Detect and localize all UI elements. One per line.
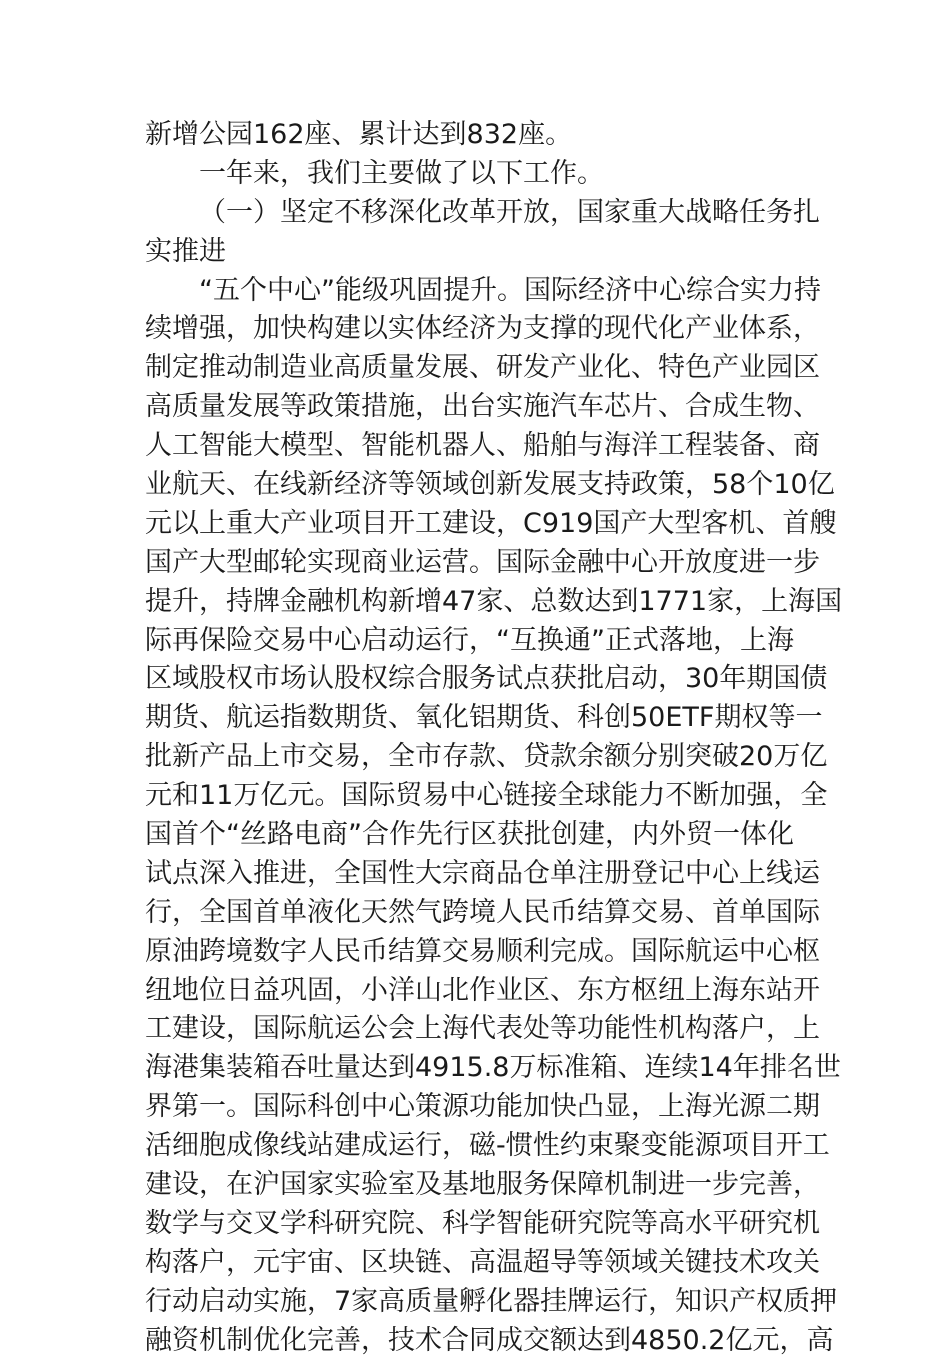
text-line: 高质量发展等政策措施，出台实施汽车芯片、合成生物、 <box>145 391 820 423</box>
text-line: 新增公园162座、累计达到832座。 <box>145 119 573 150</box>
text-line: 期货、航运指数期货、氧化铝期货、科创50ETF期权等一 <box>145 702 823 734</box>
text-line: 业航天、在线新经济等领域创新发展支持政策，58个10亿 <box>145 469 835 501</box>
text-line: 建设，在沪国家实验室及基地服务保障机制进一步完善， <box>145 1169 820 1201</box>
text-line: 数学与交叉学科研究院、科学智能研究院等高水平研究机 <box>145 1207 820 1239</box>
text-line: 元和11万亿元。国际贸易中心链接全球能力不断加强，全 <box>145 780 828 812</box>
text-line: 原油跨境数字人民币结算交易顺利完成。国际航运中心枢 <box>145 935 820 967</box>
text-line: 工建设，国际航运公会上海代表处等功能性机构落户，上 <box>145 1013 820 1045</box>
text-line: 试点深入推进，全国性大宗商品仓单注册登记中心上线运 <box>145 857 820 889</box>
text-line: 行动启动实施，7家高质量孵化器挂牌运行，知识产权质押 <box>145 1285 838 1317</box>
text-line: 国产大型邮轮实现商业运营。国际金融中心开放度进一步 <box>145 546 820 578</box>
text-line: 活细胞成像线站建成运行，磁-惯性约束聚变能源项目开工 <box>145 1130 830 1162</box>
paragraph-start: “五个中心”能级巩固提升。国际经济中心综合实力持 <box>199 274 821 306</box>
body-text <box>145 116 843 1361</box>
text-line: 批新产品上市交易，全市存款、贷款余额分别突破20万亿 <box>145 741 828 773</box>
text-line: 元以上重大产业项目开工建设，C919国产大型客机、首艘 <box>145 507 837 539</box>
text-line: 融资机制优化完善，技术合同成交额达到4850.2亿元，高 <box>145 1324 834 1356</box>
text-line: 提升，持牌金融机构新增47家、总数达到1771家，上海国 <box>145 585 843 617</box>
text-line: 构落户，元宇宙、区块链、高温超导等领域关键技术攻关 <box>145 1246 820 1278</box>
text-line: 海港集装箱吞吐量达到4915.8万标准箱、连续14年排名世 <box>145 1052 841 1084</box>
text-line: 际再保险交易中心启动运行，“互换通”正式落地，上海 <box>145 624 794 656</box>
section-heading: （一）坚定不移深化改革开放，国家重大战略任务扎 <box>199 196 820 228</box>
text-line: 区域股权市场认股权综合服务试点获批启动，30年期国债 <box>145 663 828 695</box>
paragraph-intro: 一年来，我们主要做了以下工作。 <box>199 157 604 189</box>
text-line: 制定推动制造业高质量发展、研发产业化、特色产业园区 <box>145 352 820 384</box>
text-line: 界第一。国际科创中心策源功能加快凸显，上海光源二期 <box>145 1091 820 1123</box>
text-line: 国首个“丝路电商”合作先行区获批创建，内外贸一体化 <box>145 819 794 851</box>
text-line: 行，全国首单液化天然气跨境人民币结算交易、首单国际 <box>145 896 820 928</box>
text-line: 续增强，加快构建以实体经济为支撑的现代化产业体系， <box>145 313 820 345</box>
section-heading-continued: 实推进 <box>145 235 226 267</box>
text-line: 人工智能大模型、智能机器人、船舶与海洋工程装备、商 <box>145 430 820 462</box>
text-line: 纽地位日益巩固，小洋山北作业区、东方枢纽上海东站开 <box>145 974 820 1006</box>
